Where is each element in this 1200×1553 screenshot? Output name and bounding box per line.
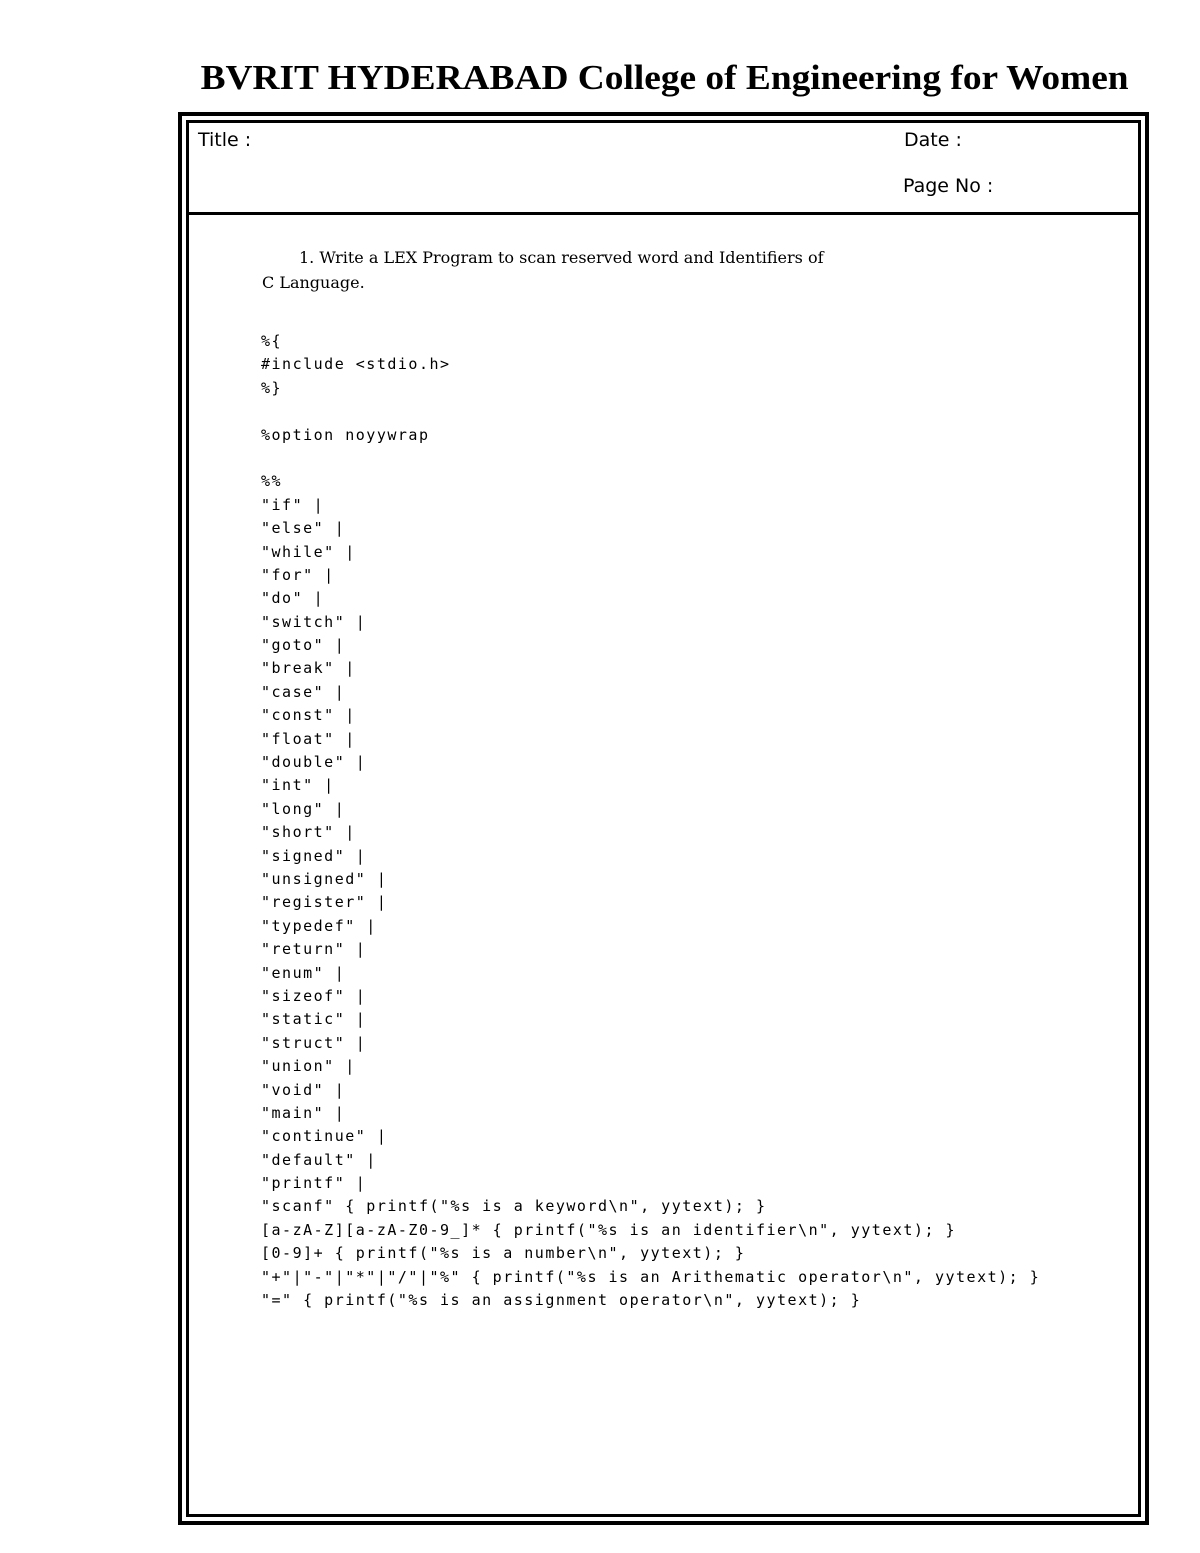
code-line: "enum" |	[261, 963, 346, 982]
code-line: %}	[261, 378, 283, 397]
header-divider	[189, 212, 1138, 215]
code-line: "goto" |	[261, 636, 346, 655]
code-line: %{	[261, 332, 283, 350]
code-line: "main" |	[261, 1103, 346, 1122]
code-line: "+"|"-"|"*"|"/"|"%" { printf("%s is an Arithematic operator\n", yytext); }	[261, 1267, 1041, 1286]
code-line: "while" |	[261, 542, 356, 561]
code-line: "else" |	[261, 519, 346, 538]
question-line-1: 1. Write a LEX Program to scan reserved word and Identifiers of	[299, 248, 824, 267]
lex-code-block	[261, 330, 1040, 1312]
code-line	[261, 447, 1040, 470]
code-line: "int" |	[261, 776, 335, 795]
code-line: "union" |	[261, 1057, 356, 1076]
question-text	[262, 245, 824, 295]
title-label: Title :	[198, 129, 252, 151]
code-line: "static" |	[261, 1010, 367, 1029]
code-line: "switch" |	[261, 612, 367, 631]
code-line: "for" |	[261, 565, 335, 584]
code-line	[261, 400, 1040, 423]
code-line: "=" { printf("%s is an assignment operator\n", yytext); }	[261, 1291, 862, 1310]
code-line: "register" |	[261, 893, 388, 912]
code-line: "unsigned" |	[261, 869, 388, 888]
code-line: "sizeof" |	[261, 986, 367, 1005]
code-line: "void" |	[261, 1080, 346, 1099]
code-line: "signed" |	[261, 846, 367, 865]
date-label: Date :	[904, 129, 962, 151]
code-line: [a-zA-Z][a-zA-Z0-9_]* { printf("%s is an identifier\n", yytext); }	[261, 1220, 957, 1239]
code-line: [0-9]+ { printf("%s is a number\n", yytext); }	[261, 1244, 746, 1263]
code-line: "if" |	[261, 495, 325, 514]
code-line: "default" |	[261, 1150, 377, 1169]
college-title	[0, 58, 1200, 98]
code-line: #include <stdio.h>	[261, 355, 451, 374]
code-line: "break" |	[261, 659, 356, 678]
question-line-2: C Language.	[262, 273, 365, 292]
college-title-text: BVRIT HYDERABAD College of Engineering for Women	[200, 58, 1129, 97]
code-line: "continue" |	[261, 1127, 388, 1146]
page-no-label: Page No :	[903, 175, 994, 197]
code-line: "do" |	[261, 589, 325, 608]
code-line: "struct" |	[261, 1033, 367, 1052]
code-line: "float" |	[261, 729, 356, 748]
code-line: "double" |	[261, 753, 367, 772]
code-line: "return" |	[261, 940, 367, 959]
code-line: %option noyywrap	[261, 425, 430, 444]
code-line: "printf" |	[261, 1174, 367, 1193]
code-line: "scanf" { printf("%s is a keyword\n", yytext); }	[261, 1197, 767, 1216]
code-line: "long" |	[261, 799, 346, 818]
code-line: "const" |	[261, 706, 356, 725]
code-line: "case" |	[261, 682, 346, 701]
code-line: "short" |	[261, 823, 356, 842]
code-line: %%	[261, 472, 283, 491]
code-line: "typedef" |	[261, 916, 377, 935]
